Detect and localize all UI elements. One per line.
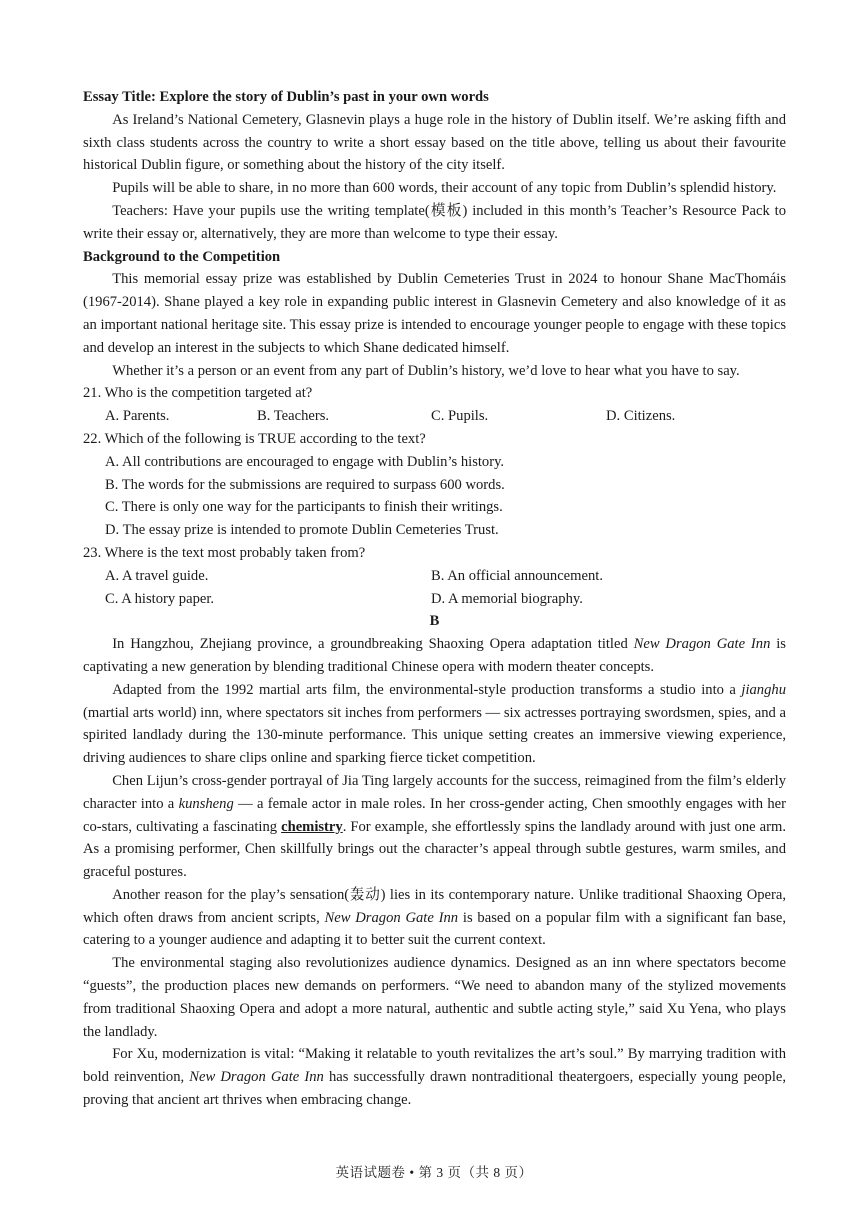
text-segment: . For example, she effortlessly spins the landlady around with just one arm. As a promising performer, Chen skillfully brings out the character’s appeal through subtle gestures, warm smiles, and graceful postures. <box>83 818 786 881</box>
question-22 <box>83 428 786 542</box>
passage-a-paragraph: Whether it’s a person or an event from any part of Dublin’s history, we’d love to hear what you have to say. <box>112 362 740 379</box>
passage-a-paragraph: Pupils will be able to share, in no more than 600 words, their account of any topic from Dublin’s splendid history. <box>112 180 777 197</box>
passage-b-paragraph <box>83 1043 786 1111</box>
text-segment: (martial arts world) inn, where spectators sit inches from performers — six actresses portraying swordsmen, spies, and a spirited landlady during the 130-minute performance. This unique setting creates an immersive viewing experience, driving audiences to share clips online and sparking fierce ticket competition. <box>83 704 786 767</box>
text-segment: is based on a popular film with a significant fan base, catering to a younger audience and adapting it to better suit the current context. <box>83 909 786 949</box>
play-title: New Dragon Gate Inn <box>189 1069 324 1086</box>
question-23 <box>83 542 786 610</box>
essay-title: Essay Title: Explore the story of Dublin’s past in your own words <box>83 89 489 105</box>
text-segment: For Xu, modernization is vital: “Making it relatable to youth revitalizes the art’s soul.” By marrying tradition with bold reinvention, <box>83 1046 786 1086</box>
passage-a-paragraph: As Ireland’s National Cemetery, Glasnevin plays a huge role in the history of Dublin itself. We’re asking fifth and sixth class students across the country to write a short essay based on the title above, telling us about their favourite historical Dublin figure, or something about the history of the city itself. <box>83 111 786 174</box>
passage-b-paragraph: The environmental staging also revolutionizes audience dynamics. Designed as an inn where spectators become “guests”, the production places new demands on performers. “We need to abandon many of the stylized movements from traditional Shaoxing Opera and adopt a more natural, authentic and subtle acting style,” said Xu Yena, who plays the landlady. <box>83 955 786 1040</box>
term-kunsheng: kunsheng <box>178 795 234 812</box>
keyword-chemistry: chemistry <box>281 818 343 835</box>
option-b: B. An official announcement. <box>431 567 603 584</box>
passage-b-paragraph <box>83 633 786 679</box>
passage-b-paragraph <box>83 770 786 884</box>
text-segment: Adapted from the 1992 martial arts film, the environmental-style production transforms a studio into a <box>112 681 742 698</box>
option-c: C. There is only one way for the participants to finish their writings. <box>105 499 503 516</box>
page-footer: 英语试题卷 • 第 3 页（共 8 页） <box>335 1165 533 1180</box>
option-d: D. Citizens. <box>606 408 676 425</box>
text-segment: Chen Lijun’s cross-gender portrayal of Jia Ting largely accounts for the success, reimagined from the film’s elderly character into a <box>83 772 786 812</box>
question-stem: 22. Which of the following is TRUE according to the text? <box>83 430 426 447</box>
section-b-label: B <box>429 613 440 630</box>
option-a: A. All contributions are encouraged to engage with Dublin’s history. <box>105 453 505 470</box>
term-jianghu: jianghu <box>741 681 786 698</box>
text-segment: has successfully drawn nontraditional theatergoers, especially young people, proving that ancient art thrives when embracing change. <box>83 1069 786 1109</box>
option-a: A. A travel guide. <box>105 567 209 584</box>
question-stem: 23. Where is the text most probably taken from? <box>83 544 366 561</box>
passage-a-paragraph: This memorial essay prize was established by Dublin Cemeteries Trust in 2024 to honour Shane MacThomáis (1967-2014). Shane played a key role in expanding public interest in Glasnevin Cemetery and also knowledge of it as an important national heritage site. This essay prize is intended to encourage younger people to engage with these topics and develop an interest in the subjects to which Shane dedicated himself. <box>83 271 786 356</box>
question-stem: 21. Who is the competition targeted at? <box>83 385 313 402</box>
passage-b-paragraph <box>83 884 786 952</box>
option-d: D. A memorial biography. <box>431 590 583 607</box>
passage-a-paragraph: Teachers: Have your pupils use the writing template(模板) included in this month’s Teacher’s Resource Pack to write their essay or, alternatively, they are more than welcome to type their essay. <box>83 202 786 242</box>
play-title: New Dragon Gate Inn <box>324 909 459 926</box>
options-row <box>83 405 786 428</box>
option-d: D. The essay prize is intended to promote Dublin Cemeteries Trust. <box>105 522 499 539</box>
question-21 <box>83 382 786 428</box>
option-b: B. Teachers. <box>257 408 330 425</box>
option-a: A. Parents. <box>105 408 170 425</box>
option-c: C. A history paper. <box>105 590 215 607</box>
option-b: B. The words for the submissions are required to surpass 600 words. <box>105 476 505 493</box>
options-row <box>83 565 786 588</box>
text-segment: — a female actor in male roles. In her cross-gender acting, Chen smoothly engages with her co-stars, cultivating a fascinating <box>83 795 786 835</box>
text-segment: is captivating a new generation by blending traditional Chinese opera with modern theater concepts. <box>83 636 786 675</box>
option-c: C. Pupils. <box>431 408 489 425</box>
background-heading: Background to the Competition <box>83 248 281 265</box>
text-segment: In Hangzhou, Zhejiang province, a groundbreaking Shaoxing Opera adaptation titled <box>112 636 634 653</box>
play-title: New Dragon Gate Inn <box>633 636 771 653</box>
passage-b-paragraph <box>83 679 786 770</box>
options-row <box>83 588 786 611</box>
exam-page <box>83 86 786 1112</box>
text-segment: Another reason for the play’s sensation(轰动) lies in its contemporary nature. Unlike traditional Shaoxing Opera, which often draws from ancient scripts, <box>83 886 786 926</box>
